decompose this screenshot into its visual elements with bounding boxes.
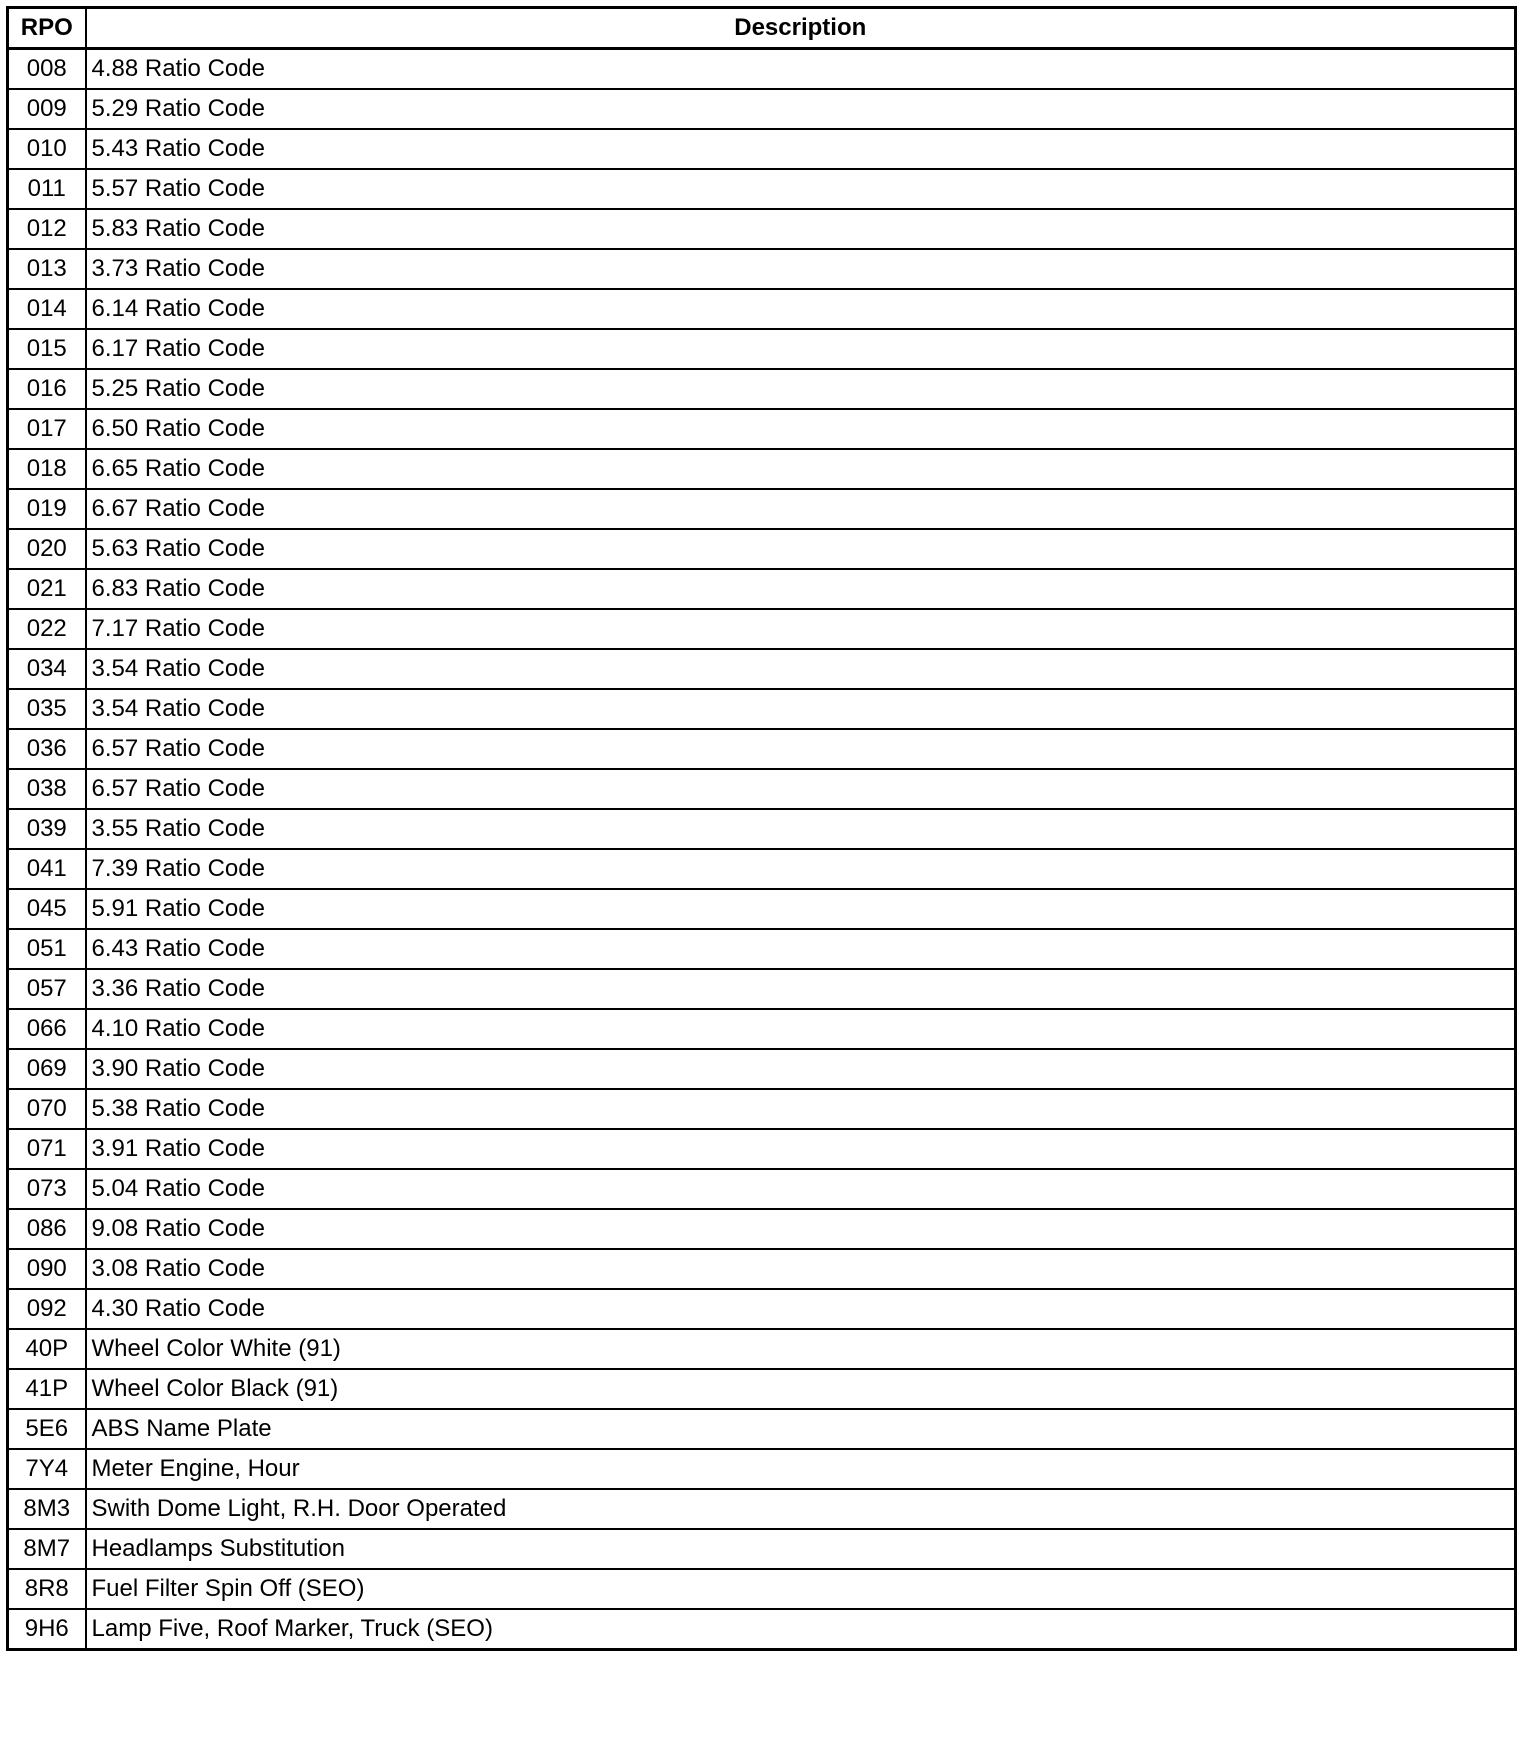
description-cell: 3.73 Ratio Code bbox=[86, 249, 1516, 289]
table-row bbox=[8, 249, 1516, 289]
description-cell: 3.08 Ratio Code bbox=[86, 1249, 1516, 1289]
description-cell: 5.04 Ratio Code bbox=[86, 1169, 1516, 1209]
description-cell: 4.10 Ratio Code bbox=[86, 1009, 1516, 1049]
table-row bbox=[8, 529, 1516, 569]
table-row bbox=[8, 449, 1516, 489]
rpo-code-cell: 40P bbox=[8, 1329, 86, 1369]
description-cell: 6.57 Ratio Code bbox=[86, 769, 1516, 809]
rpo-table bbox=[6, 6, 1517, 1651]
table-row bbox=[8, 369, 1516, 409]
table-row bbox=[8, 1569, 1516, 1609]
table-row bbox=[8, 489, 1516, 529]
description-cell: 3.54 Ratio Code bbox=[86, 649, 1516, 689]
rpo-code-cell: 008 bbox=[8, 49, 86, 90]
table-row bbox=[8, 1289, 1516, 1329]
rpo-code-cell: 8R8 bbox=[8, 1569, 86, 1609]
rpo-code-cell: 073 bbox=[8, 1169, 86, 1209]
table-row bbox=[8, 1049, 1516, 1089]
rpo-code-cell: 8M3 bbox=[8, 1489, 86, 1529]
rpo-code-cell: 069 bbox=[8, 1049, 86, 1089]
description-cell: ABS Name Plate bbox=[86, 1409, 1516, 1449]
table-row bbox=[8, 1529, 1516, 1569]
rpo-code-cell: 014 bbox=[8, 289, 86, 329]
description-cell: Fuel Filter Spin Off (SEO) bbox=[86, 1569, 1516, 1609]
rpo-code-cell: 066 bbox=[8, 1009, 86, 1049]
description-cell: 5.91 Ratio Code bbox=[86, 889, 1516, 929]
table-row bbox=[8, 809, 1516, 849]
table-row bbox=[8, 1009, 1516, 1049]
description-cell: 3.90 Ratio Code bbox=[86, 1049, 1516, 1089]
table-row bbox=[8, 729, 1516, 769]
rpo-code-cell: 086 bbox=[8, 1209, 86, 1249]
description-cell: 6.50 Ratio Code bbox=[86, 409, 1516, 449]
rpo-code-cell: 010 bbox=[8, 129, 86, 169]
rpo-code-cell: 041 bbox=[8, 849, 86, 889]
table-row bbox=[8, 1489, 1516, 1529]
description-cell: 9.08 Ratio Code bbox=[86, 1209, 1516, 1249]
description-cell: Swith Dome Light, R.H. Door Operated bbox=[86, 1489, 1516, 1529]
description-cell: 6.17 Ratio Code bbox=[86, 329, 1516, 369]
description-cell: 5.83 Ratio Code bbox=[86, 209, 1516, 249]
table-row bbox=[8, 289, 1516, 329]
rpo-code-cell: 7Y4 bbox=[8, 1449, 86, 1489]
description-cell: Lamp Five, Roof Marker, Truck (SEO) bbox=[86, 1609, 1516, 1650]
description-cell: 6.57 Ratio Code bbox=[86, 729, 1516, 769]
description-cell: 7.17 Ratio Code bbox=[86, 609, 1516, 649]
table-row bbox=[8, 1609, 1516, 1650]
table-row bbox=[8, 1329, 1516, 1369]
description-cell: 4.88 Ratio Code bbox=[86, 49, 1516, 90]
table-row bbox=[8, 1209, 1516, 1249]
description-cell: 6.67 Ratio Code bbox=[86, 489, 1516, 529]
description-cell: 6.14 Ratio Code bbox=[86, 289, 1516, 329]
table-row bbox=[8, 849, 1516, 889]
description-cell: 6.65 Ratio Code bbox=[86, 449, 1516, 489]
rpo-code-cell: 015 bbox=[8, 329, 86, 369]
table-row bbox=[8, 649, 1516, 689]
rpo-code-cell: 057 bbox=[8, 969, 86, 1009]
rpo-code-cell: 039 bbox=[8, 809, 86, 849]
rpo-code-cell: 5E6 bbox=[8, 1409, 86, 1449]
rpo-code-cell: 018 bbox=[8, 449, 86, 489]
description-cell: Headlamps Substitution bbox=[86, 1529, 1516, 1569]
header-description: Description bbox=[86, 8, 1516, 49]
table-row bbox=[8, 689, 1516, 729]
table-body bbox=[8, 49, 1516, 1650]
rpo-code-cell: 019 bbox=[8, 489, 86, 529]
table-row bbox=[8, 89, 1516, 129]
rpo-code-cell: 41P bbox=[8, 1369, 86, 1409]
table-row bbox=[8, 329, 1516, 369]
table-row bbox=[8, 1129, 1516, 1169]
description-cell: 5.38 Ratio Code bbox=[86, 1089, 1516, 1129]
rpo-code-cell: 016 bbox=[8, 369, 86, 409]
rpo-code-cell: 017 bbox=[8, 409, 86, 449]
table-row bbox=[8, 1449, 1516, 1489]
rpo-code-cell: 011 bbox=[8, 169, 86, 209]
description-cell: Wheel Color Black (91) bbox=[86, 1369, 1516, 1409]
table-row bbox=[8, 1409, 1516, 1449]
rpo-code-cell: 090 bbox=[8, 1249, 86, 1289]
rpo-code-cell: 021 bbox=[8, 569, 86, 609]
description-cell: 5.63 Ratio Code bbox=[86, 529, 1516, 569]
table-row bbox=[8, 609, 1516, 649]
header-rpo: RPO bbox=[8, 8, 86, 49]
table-row bbox=[8, 1169, 1516, 1209]
rpo-code-cell: 009 bbox=[8, 89, 86, 129]
description-cell: 5.57 Ratio Code bbox=[86, 169, 1516, 209]
rpo-code-cell: 012 bbox=[8, 209, 86, 249]
rpo-code-cell: 071 bbox=[8, 1129, 86, 1169]
rpo-code-cell: 045 bbox=[8, 889, 86, 929]
table-row bbox=[8, 969, 1516, 1009]
rpo-code-cell: 036 bbox=[8, 729, 86, 769]
table-row bbox=[8, 49, 1516, 90]
description-cell: 5.29 Ratio Code bbox=[86, 89, 1516, 129]
description-cell: Wheel Color White (91) bbox=[86, 1329, 1516, 1369]
description-cell: 6.43 Ratio Code bbox=[86, 929, 1516, 969]
rpo-code-cell: 013 bbox=[8, 249, 86, 289]
description-cell: 5.43 Ratio Code bbox=[86, 129, 1516, 169]
description-cell: 3.55 Ratio Code bbox=[86, 809, 1516, 849]
rpo-code-cell: 9H6 bbox=[8, 1609, 86, 1650]
description-cell: 6.83 Ratio Code bbox=[86, 569, 1516, 609]
rpo-code-cell: 022 bbox=[8, 609, 86, 649]
table-row bbox=[8, 769, 1516, 809]
description-cell: 5.25 Ratio Code bbox=[86, 369, 1516, 409]
table-row bbox=[8, 1089, 1516, 1129]
rpo-code-cell: 070 bbox=[8, 1089, 86, 1129]
rpo-code-cell: 8M7 bbox=[8, 1529, 86, 1569]
table-row bbox=[8, 1369, 1516, 1409]
rpo-code-cell: 038 bbox=[8, 769, 86, 809]
rpo-code-cell: 034 bbox=[8, 649, 86, 689]
table-row bbox=[8, 569, 1516, 609]
rpo-code-cell: 035 bbox=[8, 689, 86, 729]
table-row bbox=[8, 209, 1516, 249]
table-row bbox=[8, 169, 1516, 209]
description-cell: 4.30 Ratio Code bbox=[86, 1289, 1516, 1329]
table-header-row bbox=[8, 8, 1516, 49]
rpo-code-cell: 092 bbox=[8, 1289, 86, 1329]
rpo-code-cell: 051 bbox=[8, 929, 86, 969]
description-cell: Meter Engine, Hour bbox=[86, 1449, 1516, 1489]
description-cell: 3.36 Ratio Code bbox=[86, 969, 1516, 1009]
table-row bbox=[8, 129, 1516, 169]
table-row bbox=[8, 889, 1516, 929]
description-cell: 7.39 Ratio Code bbox=[86, 849, 1516, 889]
table-row bbox=[8, 1249, 1516, 1289]
table-row bbox=[8, 409, 1516, 449]
rpo-code-cell: 020 bbox=[8, 529, 86, 569]
description-cell: 3.54 Ratio Code bbox=[86, 689, 1516, 729]
description-cell: 3.91 Ratio Code bbox=[86, 1129, 1516, 1169]
table-row bbox=[8, 929, 1516, 969]
